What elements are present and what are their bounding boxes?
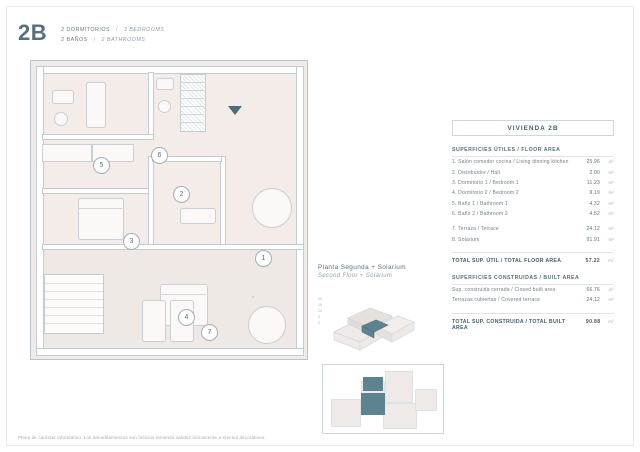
- bed-bedroom-1: [78, 198, 124, 240]
- table-row: [452, 295, 614, 305]
- section-heading-floor-area: SUPERFICIES ÚTILES / FLOOR AREA: [452, 147, 614, 157]
- row-value: 9.19: [589, 190, 600, 197]
- wall-partition-b: [42, 134, 154, 140]
- isometric-building-view: [318, 296, 430, 362]
- room-label-1: 1: [255, 250, 272, 267]
- room-label-7: 7: [201, 324, 218, 341]
- row-unit: m²: [608, 236, 614, 242]
- table-row: [452, 157, 614, 167]
- site-location-plan: [322, 364, 444, 434]
- row-unit: m²: [608, 211, 614, 217]
- plan-caption-es: Planta Segunda + Solarium: [318, 264, 406, 271]
- row-name: 5. Baño 1 / Bathroom 1: [452, 200, 508, 207]
- row-name: 8. Solarium: [452, 236, 480, 243]
- row-value: 25.96: [586, 159, 600, 166]
- wall-partition-d: [148, 156, 154, 250]
- site-block-e: [415, 389, 437, 411]
- plan-caption-en: Second Floor + Solarium: [318, 273, 393, 279]
- table-row: [452, 167, 614, 177]
- room-label-3: 3: [123, 233, 140, 250]
- header-bedrooms-row: [61, 25, 164, 35]
- row-value: 4.32: [589, 200, 600, 207]
- unit-code: 2B: [18, 20, 48, 45]
- plan-caption: [318, 264, 406, 279]
- table-row: [452, 219, 614, 234]
- room-label-2: 2: [173, 186, 190, 203]
- row-unit: m²: [608, 159, 614, 165]
- header: [18, 22, 164, 46]
- row-name: 1. Salón comedor cocina / Living dinning kitchen: [452, 159, 569, 166]
- table-row: [452, 285, 614, 295]
- toilet-fixture: [54, 112, 68, 126]
- row-value: 2.00: [589, 169, 600, 176]
- section-heading-built-area: SUPERFICIES CONSTRUIDAS / BUILT AREA: [452, 275, 614, 285]
- staircase: [44, 274, 104, 334]
- row-unit: m²: [608, 226, 614, 232]
- row-value: 11.23: [586, 179, 600, 186]
- toilet-fixture-2: [158, 100, 171, 113]
- site-block-c: [385, 371, 413, 403]
- wall-right: [296, 66, 304, 356]
- row-name: Sup. construida cerrada / Closed built area: [452, 287, 556, 293]
- dining-table: [252, 188, 292, 228]
- row-unit: m²: [608, 169, 614, 175]
- terrace-table: [248, 306, 286, 344]
- row-value: 91.91: [586, 236, 600, 243]
- entry-arrow-icon: [228, 106, 242, 115]
- kitchen-counter: [42, 144, 92, 162]
- wall-partition-c: [42, 188, 154, 194]
- bedrooms-en: 3 BEDROOMS: [123, 27, 165, 33]
- table-row: [452, 178, 614, 188]
- total-value: 90.88: [585, 318, 601, 325]
- site-block-a: [331, 399, 361, 427]
- table-row: [452, 209, 614, 219]
- wall-top: [36, 66, 304, 74]
- row-name: 7. Terraza / Terrace: [452, 226, 499, 233]
- site-highlight-unit: [363, 377, 383, 391]
- row-value: 24.12: [586, 297, 600, 304]
- iso-scale-ruler: 20 15 10 5 0: [318, 297, 322, 325]
- total-name: TOTAL SUP. CONSTRUIDA / TOTAL BUILT AREA: [452, 318, 566, 331]
- shower-fixture: [86, 82, 106, 128]
- row-unit: m²: [608, 200, 614, 206]
- table-row: [452, 234, 614, 244]
- wall-partition-e: [220, 156, 226, 250]
- total-floor-area-row: [452, 252, 614, 264]
- terrace-table-shadow: [252, 296, 254, 298]
- bedrooms-es: 2 DORMITORIOS: [61, 27, 111, 33]
- room-label-6: 6: [151, 147, 168, 164]
- sink-fixture: [52, 90, 74, 104]
- row-separator: /: [115, 27, 118, 33]
- total-built-area-row: [452, 313, 614, 331]
- site-block-d: [383, 403, 417, 429]
- table-row: [452, 188, 614, 198]
- row-name: Terrazas cubiertas / Covered terrace: [452, 297, 541, 304]
- sofa: [180, 208, 216, 224]
- total-unit: m²: [608, 318, 614, 324]
- disclaimer-text: Plano de carácter informativo. Los amueblamientos son ficticios teniendo validez únicamente a efectos decorativos.: [18, 435, 266, 440]
- lounger-1: [142, 300, 166, 342]
- room-label-4: 4: [178, 309, 195, 326]
- table-row: [452, 199, 614, 209]
- row-value: 4.52: [589, 211, 600, 218]
- sink-fixture-2: [156, 78, 174, 90]
- row-value: 24.12: [586, 226, 600, 233]
- total-unit: m²: [608, 257, 614, 263]
- areas-table-title: VIVIENDA 2B: [452, 120, 614, 136]
- row-name: 3. Dormitorio 1 / Bedroom 1: [452, 179, 519, 186]
- wall-bottom: [36, 348, 304, 356]
- row-unit: m²: [608, 190, 614, 196]
- row-unit: m²: [608, 179, 614, 185]
- total-name: TOTAL SUP. ÚTIL / TOTAL FLOOR AREA: [452, 257, 562, 264]
- row-name: 4. Dormitorio 2 / Bedroom 2: [452, 190, 519, 197]
- floor-plan: [30, 60, 308, 360]
- row-separator: /: [93, 37, 96, 44]
- row-value: 66.76: [586, 287, 600, 293]
- row-name: 2. Distribuidor / Hall: [452, 169, 501, 176]
- row-unit: m²: [608, 287, 614, 292]
- wall-partition-a: [148, 72, 154, 140]
- row-name: 6. Baño 2 / Bathroom 2: [452, 211, 508, 218]
- wall-left: [36, 66, 44, 356]
- room-label-5: 5: [93, 157, 110, 174]
- header-lines: [61, 22, 164, 46]
- header-bathrooms-row: [61, 35, 164, 45]
- areas-table: [452, 120, 614, 331]
- bathrooms-en: 2 BATHROOMS: [101, 37, 146, 44]
- site-highlight-unit-2: [361, 393, 385, 415]
- row-unit: m²: [608, 297, 614, 303]
- total-value: 57.22: [585, 257, 600, 264]
- bathrooms-es: 2 BAÑOS: [61, 37, 88, 44]
